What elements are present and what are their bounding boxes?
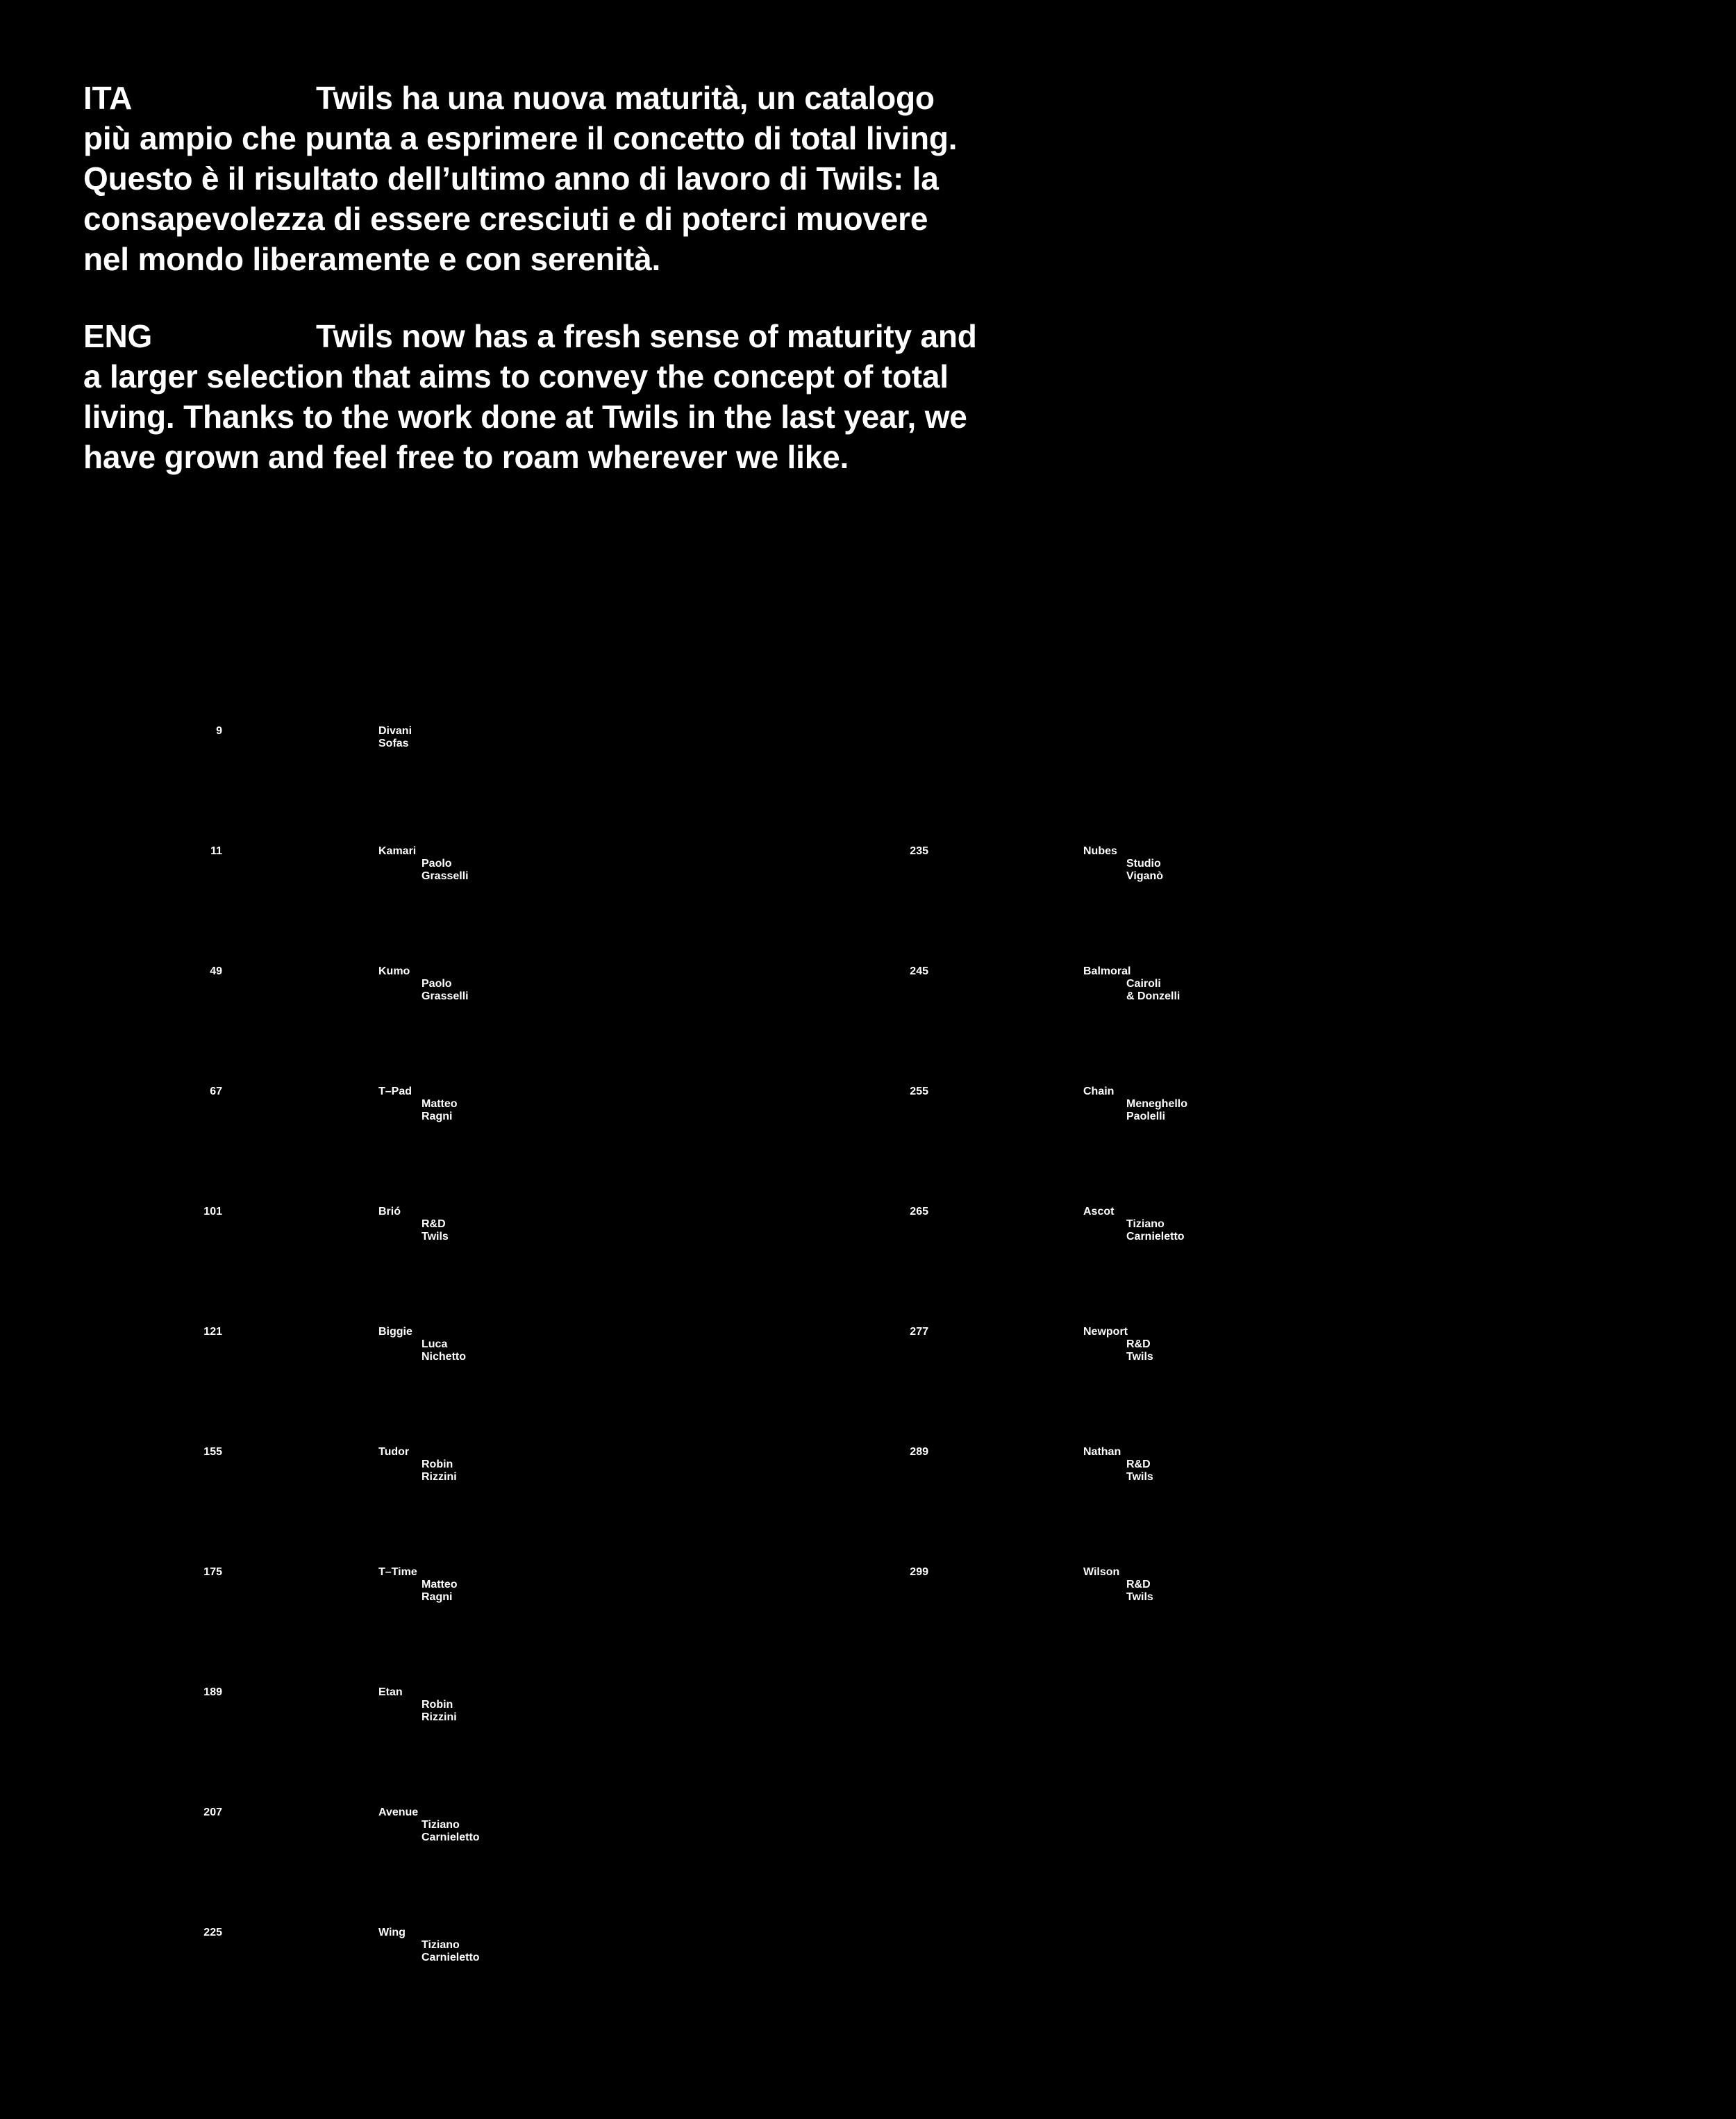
entry-page-number: 121 <box>203 1326 222 1338</box>
entry-body <box>1083 1206 1185 1243</box>
intro-ita-line-2: più ampio che punta a esprimere il concetto di total living. <box>83 120 958 156</box>
entry-designer-line: Studio <box>1126 858 1161 870</box>
entry-designer-line: Robin <box>422 1699 453 1711</box>
intro-ita-line-1: ITA Twils ha una nuova maturità, un catalogo <box>83 78 1055 118</box>
entry-page-number: 175 <box>203 1566 222 1578</box>
toc-entry[interactable] <box>0 1326 1736 1446</box>
entry-name: Brió <box>378 1206 401 1218</box>
entry-designer-line: Robin <box>422 1459 453 1470</box>
entry-page-number: 235 <box>910 845 928 857</box>
entry-designer-line: Paolo <box>422 858 452 870</box>
entry-name: Etan <box>378 1686 403 1698</box>
entry-designer-line: R&D <box>1126 1579 1151 1590</box>
intro-eng-line-4: have grown and feel free to roam wherever we like. <box>83 439 849 475</box>
entry-name: Biggie <box>378 1326 412 1338</box>
entry-designer-line: Nichetto <box>422 1351 466 1363</box>
toc-entry[interactable] <box>0 965 1736 1086</box>
entry-page-number: 277 <box>910 1326 928 1338</box>
intro-eng-line-2: a larger selection that aims to convey the concept of total <box>83 358 949 394</box>
entry-page-number: 49 <box>210 965 222 977</box>
toc-entry[interactable] <box>0 1927 1736 2047</box>
entry-designer-line: Matteo <box>422 1579 458 1590</box>
entry-name: Wing <box>378 1927 406 1938</box>
entry-page-number: 101 <box>203 1206 222 1218</box>
entry-name: Nubes <box>1083 845 1117 857</box>
entry-designer-line: R&D <box>1126 1459 1151 1470</box>
entry-name: Nathan <box>1083 1446 1121 1458</box>
entry-body <box>378 1927 480 1964</box>
entry-designer-line: Matteo <box>422 1098 458 1110</box>
entry-page-number: 225 <box>203 1927 222 1938</box>
entry-designer-line: Ragni <box>422 1591 453 1603</box>
entry-page-number: 67 <box>210 1086 222 1097</box>
entry-body <box>1083 1446 1153 1484</box>
entry-designer-line: Cairoli <box>1126 978 1161 990</box>
entry-designer-line: Viganò <box>1126 870 1164 882</box>
entry-name: Kamari <box>378 845 417 857</box>
lang-code-ita: ITA <box>83 80 133 116</box>
section-title <box>378 725 412 750</box>
entry-body <box>1083 845 1163 883</box>
entry-body <box>1083 1086 1187 1123</box>
entry-designer-line: Rizzini <box>422 1471 457 1483</box>
toc-entry[interactable] <box>0 845 1736 965</box>
entry-name: Avenue <box>378 1806 419 1818</box>
entry-body <box>1083 1326 1153 1363</box>
toc-entry[interactable] <box>0 1806 1736 1927</box>
entry-designer-line: & Donzelli <box>1126 990 1180 1002</box>
entry-designer-line: Twils <box>1126 1471 1153 1483</box>
entry-name: T–Time <box>378 1566 417 1578</box>
entry-page-number: 299 <box>910 1566 928 1578</box>
entry-name: T–Pad <box>378 1086 412 1097</box>
lang-code-eng: ENG <box>83 318 153 354</box>
section-title-eng: Sofas <box>378 738 409 749</box>
entry-designer-line: Carnieletto <box>422 1952 480 1963</box>
toc-entry[interactable] <box>0 1446 1736 1566</box>
entry-designer-line: Ragni <box>422 1111 453 1122</box>
entry-designer-line: Paolelli <box>1126 1111 1166 1122</box>
entry-name: Wilson <box>1083 1566 1120 1578</box>
entry-body <box>1083 1566 1153 1604</box>
entry-page-number: 155 <box>203 1446 222 1458</box>
entry-designer-line: R&D <box>422 1218 446 1230</box>
entry-page-number: 189 <box>203 1686 222 1698</box>
intro-ita <box>83 78 1055 279</box>
toc-entry[interactable] <box>0 1566 1736 1686</box>
entry-designer-line: Twils <box>1126 1591 1153 1603</box>
toc-entry[interactable] <box>0 1086 1736 1206</box>
entry-page-number: 255 <box>910 1086 928 1097</box>
entry-designer-line: Paolo <box>422 978 452 990</box>
entry-designer-line: R&D <box>1126 1338 1151 1350</box>
entry-designer-line: Twils <box>422 1231 449 1243</box>
intro-ita-line-4: consapevolezza di essere cresciuti e di poterci muovere <box>83 201 928 237</box>
section-title-ita: Divani <box>378 725 412 737</box>
intro-eng-line-3: living. Thanks to the work done at Twils in the last year, we <box>83 399 967 435</box>
entry-page-number: 245 <box>910 965 928 977</box>
toc-entry[interactable] <box>0 1686 1736 1806</box>
intro-eng <box>83 316 1055 477</box>
entry-name: Ascot <box>1083 1206 1115 1218</box>
entry-designer-line: Carnieletto <box>1126 1231 1185 1243</box>
entry-designer-line: Carnieletto <box>422 1831 480 1843</box>
entry-page-number: 207 <box>203 1806 222 1818</box>
entry-designer-line: Rizzini <box>422 1711 457 1723</box>
entry-designer-line: Luca <box>422 1338 448 1350</box>
intro-ita-line-5: nel mondo liberamente e con serenità. <box>83 241 661 277</box>
entry-designer-line: Grasselli <box>422 870 469 882</box>
entry-name: Kumo <box>378 965 410 977</box>
entry-designer-line: Tiziano <box>1126 1218 1165 1230</box>
section-page-number: 9 <box>216 725 222 737</box>
entry-designer-line: Tiziano <box>422 1819 460 1831</box>
entry-name: Chain <box>1083 1086 1115 1097</box>
entry-body <box>378 1686 457 1724</box>
toc-entry[interactable] <box>0 1206 1736 1326</box>
intro-eng-line-1: ENG Twils now has a fresh sense of maturity and <box>83 316 1055 356</box>
entry-name: Balmoral <box>1083 965 1131 977</box>
entry-name: Tudor <box>378 1446 410 1458</box>
entry-page-number: 289 <box>910 1446 928 1458</box>
entry-name: Newport <box>1083 1326 1128 1338</box>
entry-body <box>378 1806 480 1844</box>
entry-body <box>1083 965 1180 1003</box>
entry-designer-line: Meneghello <box>1126 1098 1188 1110</box>
entry-designer-line: Grasselli <box>422 990 469 1002</box>
entry-page-number: 11 <box>210 845 222 857</box>
entry-page-number: 265 <box>910 1206 928 1218</box>
intro-ita-line-3: Questo è il risultato dell’ultimo anno di lavoro di Twils: la <box>83 160 939 197</box>
entry-designer-line: Tiziano <box>422 1939 460 1951</box>
entry-designer-line: Twils <box>1126 1351 1153 1363</box>
